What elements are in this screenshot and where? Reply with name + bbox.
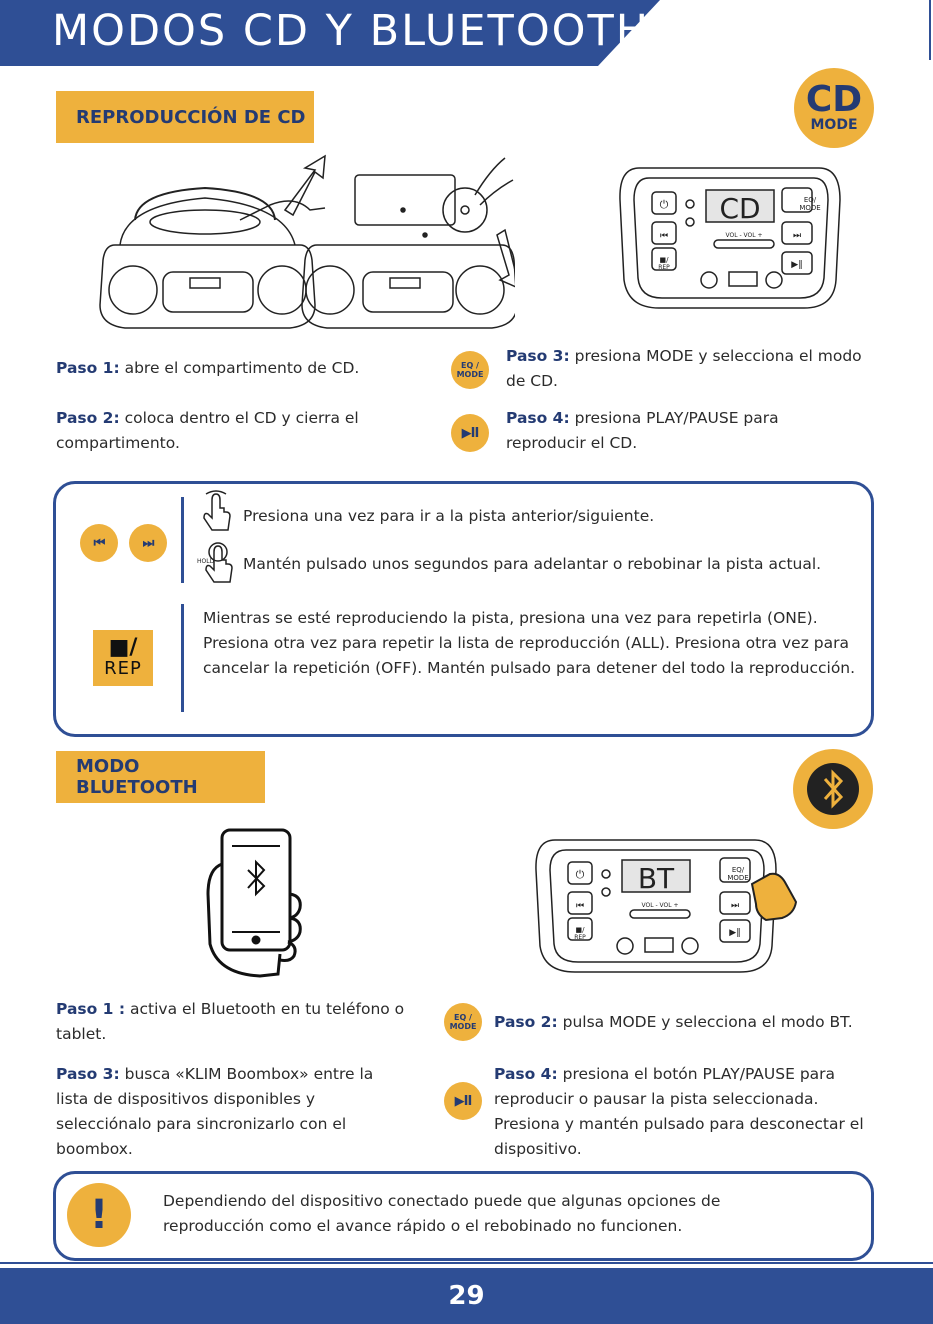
cd-step-2-text: coloca dentro el CD y cierra el compartimento.	[56, 409, 359, 452]
bt-step-3-label: Paso 3:	[56, 1065, 120, 1083]
svg-text:MODE: MODE	[727, 874, 749, 882]
bt-step-1	[56, 997, 411, 1047]
hold-finger-icon	[196, 540, 236, 588]
bt-step-2-label: Paso 2:	[494, 1013, 558, 1031]
svg-text:REP: REP	[574, 934, 586, 941]
bt-eq-mode-line1: EQ /	[454, 1013, 472, 1022]
cd-step-3	[506, 344, 881, 394]
cd-step-1	[56, 356, 426, 381]
bt-step-1-text: activa el Bluetooth en tu teléfono o tablet.	[56, 1000, 405, 1043]
footer-rule	[0, 1262, 933, 1264]
svg-text:⏮: ⏮	[659, 231, 669, 241]
page-header	[0, 0, 933, 66]
divider-line-2	[181, 604, 184, 712]
bt-step-3-text: busca «KLIM Boombox» entre la lista de dispositivos disponibles y selecciónalo para sincronizarlo con el boombox.	[56, 1065, 374, 1158]
repeat-icon	[93, 630, 153, 686]
bt-step-2	[494, 1010, 874, 1035]
cd-step-4-text: presiona PLAY/PAUSE para reproducir el CD.	[506, 409, 779, 452]
press-finger-icon	[200, 490, 236, 538]
cd-step-1-label: Paso 1:	[56, 359, 120, 377]
repeat-description: Mientras se esté reproduciendo la pista, presiona una vez para repetirla (ONE). Presiona otra vez para repetir la lista de reproducción (ALL). Presiona otra vez para cancelar la repetición (OFF). Mantén pulsado para detener del todo la reproducción.	[203, 609, 856, 677]
bt-step-3	[56, 1062, 396, 1162]
cd-control-panel	[614, 160, 844, 312]
page-number: 29	[448, 1281, 485, 1311]
eq-mode-icon	[451, 351, 489, 389]
bluetooth-badge	[793, 749, 873, 829]
phone-illustration	[200, 824, 310, 984]
cd-step-3-text: presiona MODE y selecciona el modo de CD.	[506, 347, 862, 390]
hold-label: HOLD	[197, 558, 215, 565]
header-rule	[929, 0, 931, 60]
play-pause-icon	[451, 414, 489, 452]
bt-display-text: BT	[637, 862, 675, 895]
cd-step-2	[56, 406, 396, 456]
svg-text:MODE: MODE	[799, 204, 821, 212]
cd-step-3-label: Paso 3:	[506, 347, 570, 365]
page-title: MODOS CD Y BLUETOOTH	[52, 6, 651, 56]
bt-step-4-text: presiona el botón PLAY/PAUSE para reproducir o pausar la pista seleccionada. Presiona y mantén pulsado para desconectar el dispositivo.	[494, 1065, 864, 1158]
cd-display-text: CD	[719, 192, 761, 225]
svg-text:■/: ■/	[575, 926, 585, 934]
svg-text:⏮: ⏮	[575, 901, 585, 911]
cd-step-2-label: Paso 2:	[56, 409, 120, 427]
svg-text:⏻: ⏻	[575, 868, 585, 881]
warning-icon: !	[67, 1183, 131, 1247]
bt-step-4-label: Paso 4:	[494, 1065, 558, 1083]
play-pause-glyph: ▶II	[461, 425, 479, 441]
svg-text:EQ/: EQ/	[803, 196, 817, 204]
cd-step-1-text: abre el compartimento de CD.	[119, 359, 360, 377]
cd-step-4	[506, 406, 836, 456]
bt-play-pause-glyph: ▶II	[454, 1093, 472, 1109]
previous-track-icon: ⏮	[80, 524, 118, 562]
press-description: Presiona una vez para ir a la pista anterior/siguiente.	[243, 507, 655, 525]
repeat-icon-symbol: ■/	[108, 635, 138, 660]
divider-line	[181, 497, 184, 583]
bt-step-2-text: pulsa MODE y selecciona el modo BT.	[557, 1013, 853, 1031]
page-footer	[0, 1268, 933, 1324]
svg-text:REP: REP	[658, 264, 670, 271]
svg-text:▶‖: ▶‖	[791, 260, 803, 270]
repeat-icon-label: REP	[104, 658, 142, 679]
cd-loading-illustration	[95, 150, 515, 335]
bt-step-1-label: Paso 1 :	[56, 1000, 126, 1018]
bt-step-4	[494, 1062, 874, 1162]
bluetooth-icon	[793, 749, 873, 829]
eq-mode-line1: EQ /	[461, 361, 479, 370]
svg-text:▶‖: ▶‖	[729, 928, 741, 938]
hold-description: Mantén pulsado unos segundos para adelantar o rebobinar la pista actual.	[243, 555, 822, 573]
svg-text:VOL - VOL +: VOL - VOL +	[641, 902, 679, 909]
svg-text:⏭: ⏭	[730, 901, 740, 911]
bt-eq-mode-line2: MODE	[449, 1022, 477, 1031]
svg-text:■/: ■/	[659, 256, 669, 264]
svg-text:VOL - VOL +: VOL - VOL +	[725, 232, 763, 239]
cd-badge-text: CD	[805, 79, 863, 120]
eq-mode-line2: MODE	[456, 370, 484, 379]
cd-mode-badge	[794, 68, 874, 148]
svg-text:⏻: ⏻	[659, 198, 669, 211]
next-track-icon: ⏭	[129, 524, 167, 562]
pressing-hand-icon	[752, 874, 796, 920]
bt-eq-mode-icon	[444, 1003, 482, 1041]
bt-play-pause-icon	[444, 1082, 482, 1120]
cd-section-label: REPRODUCCIÓN DE CD	[56, 91, 314, 143]
warning-text: Dependiendo del dispositivo conectado puede que algunas opciones de reproducción como el avance rápido o el rebobinado no funcionen.	[163, 1192, 721, 1235]
cd-step-4-label: Paso 4:	[506, 409, 570, 427]
bt-control-panel	[530, 834, 800, 976]
bt-section-label: MODO BLUETOOTH	[56, 751, 265, 803]
mode-badge-text: MODE	[810, 117, 858, 133]
svg-text:EQ/: EQ/	[731, 866, 745, 874]
svg-text:⏭: ⏭	[792, 231, 802, 241]
